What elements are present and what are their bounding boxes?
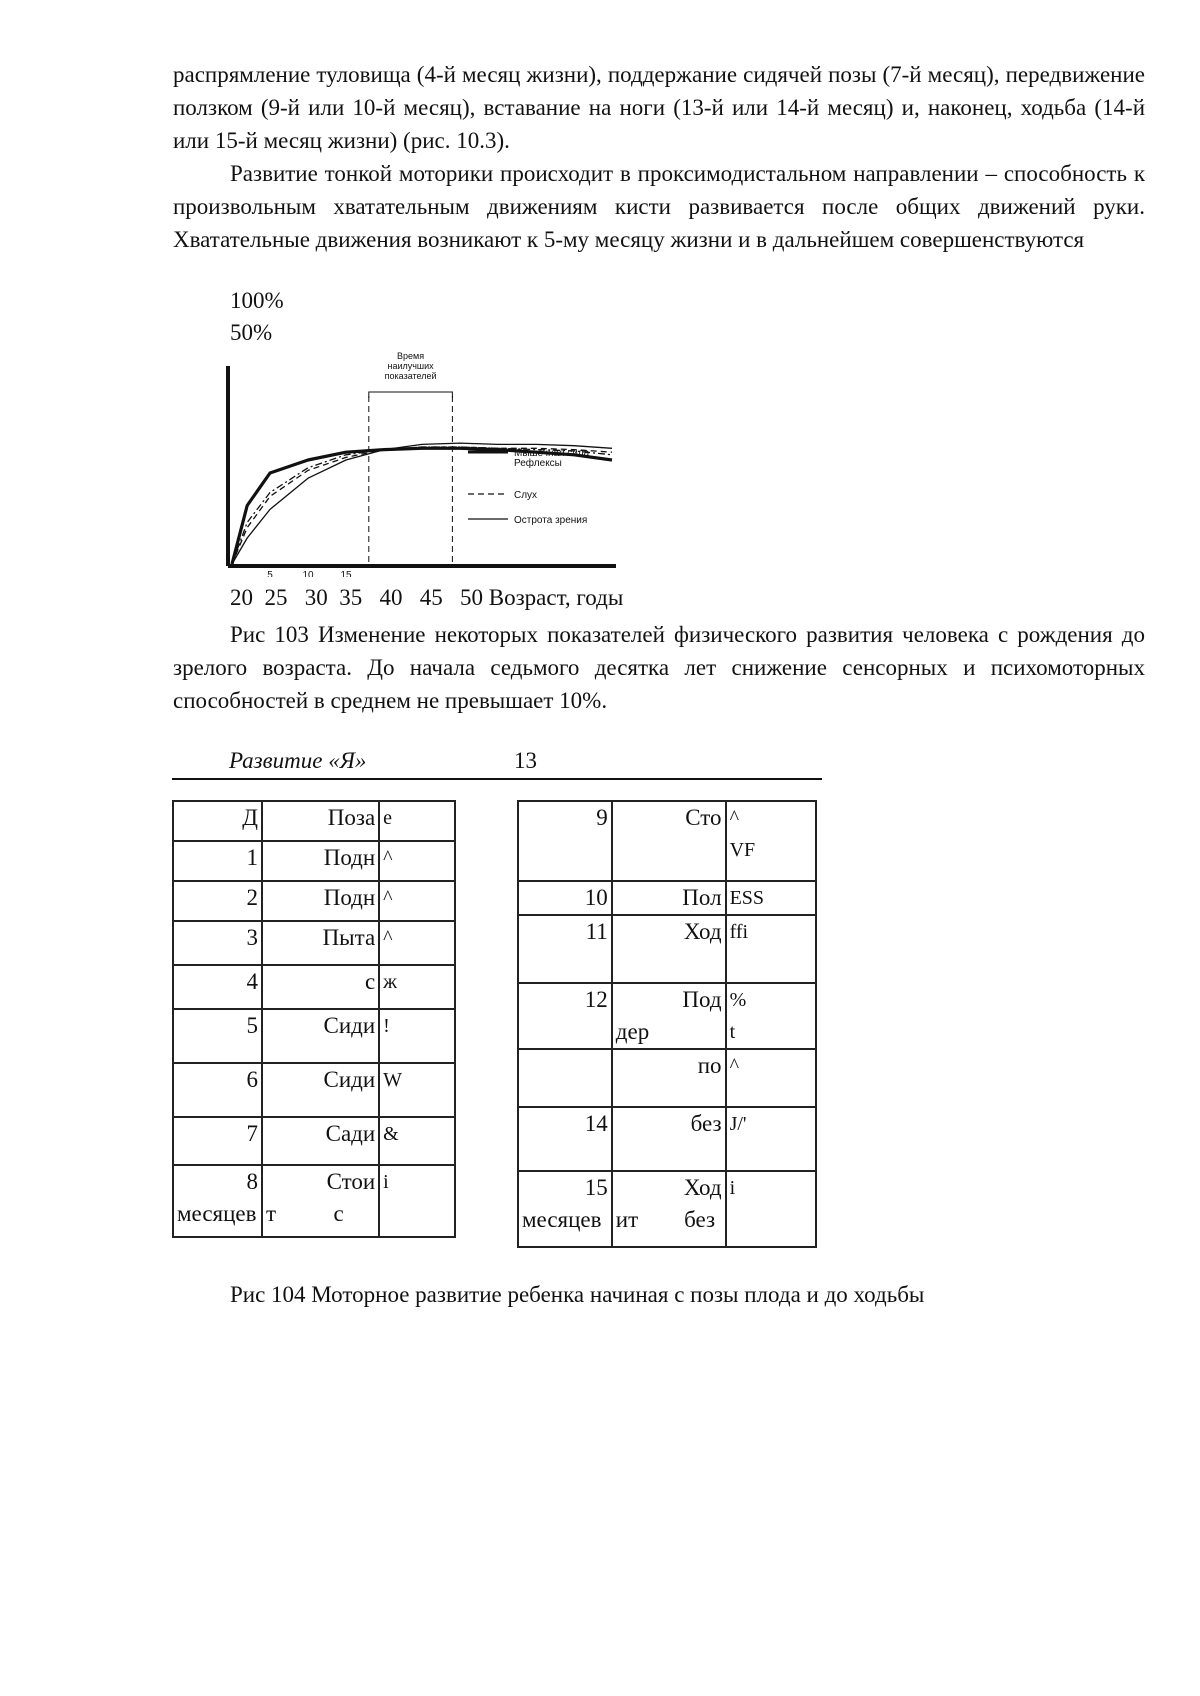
figure-cell: ^ xyxy=(379,881,455,921)
label-50-percent: 50% xyxy=(230,320,273,345)
annotation-text: наилучших xyxy=(387,361,434,371)
figure-104-caption: Рис 104 Моторное развитие ребенка начиная с позы плода и до ходьбы xyxy=(230,1282,925,1307)
legend-label: Мышечная сила xyxy=(514,448,590,459)
skill-cell: без xyxy=(612,1107,726,1171)
figure-cell: ^ xyxy=(379,921,455,965)
table-row xyxy=(173,1117,455,1165)
x-tick-label: 10 xyxy=(302,570,314,577)
annotation-text: Время xyxy=(397,352,425,361)
figure-cell: & xyxy=(379,1117,455,1165)
month-cell: Д xyxy=(173,801,262,841)
figure-cell: ESS xyxy=(726,881,816,915)
legend-label: Острота зрения xyxy=(514,515,588,526)
chart-axis-line: 20 25 30 35 40 45 50 Возраст, годы xyxy=(230,585,624,610)
table-row xyxy=(173,921,455,965)
paragraph-2: Развитие тонкой моторики происходит в проксимодистальном направлении – способность к произвольным хватательным движениям кисти развивается после общих движений руки. Хватательные движения возникают к 5-му месяцу жизни и в дальнейшем совершенствуются xyxy=(173,161,1145,252)
zone-bracket xyxy=(369,392,453,398)
skill-cell: Подн xyxy=(262,881,379,921)
table-row xyxy=(518,1171,816,1247)
paragraph-1: распрямление туловища (4-й месяц жизни), поддержание сидячей позы (7-й месяц), передвижение ползком (9-й или 10-й месяц), вставание на ноги (13-й или 14-й месяц) и, наконец, ходьба (14-й или 15-й месяц жизни) (рис. 10.3). xyxy=(173,62,1145,153)
figure-cell: ^ VF xyxy=(726,801,816,881)
table-row xyxy=(173,841,455,881)
legend-label: Слух xyxy=(514,490,538,501)
month-cell: 7 xyxy=(173,1117,262,1165)
month-cell: 5 xyxy=(173,1009,262,1063)
figure-cell: % t xyxy=(726,983,816,1049)
month-cell: 10 xyxy=(518,881,612,915)
month-cell: 3 xyxy=(173,921,262,965)
skill-cell: Стои т с xyxy=(262,1165,379,1237)
table-row xyxy=(173,1165,455,1237)
table-row xyxy=(518,915,816,983)
table-row xyxy=(173,881,455,921)
figure-cell: ж xyxy=(379,965,455,1009)
skill-cell: Пыта xyxy=(262,921,379,965)
skill-cell: по xyxy=(612,1049,726,1107)
table-row xyxy=(173,801,455,841)
month-cell: 12 xyxy=(518,983,612,1049)
skill-cell: Сиди xyxy=(262,1063,379,1117)
month-cell: 1 xyxy=(173,841,262,881)
figure-cell: i xyxy=(726,1171,816,1247)
motor-table-left xyxy=(172,800,456,1238)
month-cell: 8 месяцев xyxy=(173,1165,262,1237)
annotation-text: показателей xyxy=(384,371,437,381)
table-row xyxy=(518,983,816,1049)
figure-103-caption: Рис 103 Изменение некоторых показателей физического развития человека с рождения до зрелого возраста. До начала седьмого десятка лет снижение сенсорных и психомоторных способностей в среднем не превышает 10%. xyxy=(173,622,1145,713)
month-cell: 2 xyxy=(173,881,262,921)
x-tick-label: 15 xyxy=(340,570,352,577)
figure-cell: ^ xyxy=(726,1049,816,1107)
figure-cell: i xyxy=(379,1165,455,1237)
legend-label: Рефлексы xyxy=(514,458,562,469)
table-row xyxy=(173,1009,455,1063)
development-chart xyxy=(218,352,638,577)
month-cell xyxy=(518,1049,612,1107)
skill-cell: Сиди xyxy=(262,1009,379,1063)
section-title: Развитие «Я» xyxy=(229,748,367,773)
month-cell: 9 xyxy=(518,801,612,881)
month-cell: 4 xyxy=(173,965,262,1009)
table-row xyxy=(518,1049,816,1107)
figure-cell: e xyxy=(379,801,455,841)
skill-cell: с xyxy=(262,965,379,1009)
table-row xyxy=(518,1107,816,1171)
figure-cell: W xyxy=(379,1063,455,1117)
skill-cell: Ход xyxy=(612,915,726,983)
skill-cell: Под дер xyxy=(612,983,726,1049)
skill-cell: Пол xyxy=(612,881,726,915)
month-cell: 15 месяцев xyxy=(518,1171,612,1247)
section-page-number: 13 xyxy=(514,748,537,773)
skill-cell: Ход ит без xyxy=(612,1171,726,1247)
table-row xyxy=(173,965,455,1009)
label-100-percent: 100% xyxy=(230,288,284,313)
skill-cell: Подн xyxy=(262,841,379,881)
figure-cell: ! xyxy=(379,1009,455,1063)
skill-cell: Сади xyxy=(262,1117,379,1165)
x-tick-label: 5 xyxy=(267,570,273,577)
month-cell: 14 xyxy=(518,1107,612,1171)
month-cell: 11 xyxy=(518,915,612,983)
section-header xyxy=(172,748,822,780)
table-row xyxy=(518,881,816,915)
month-cell: 6 xyxy=(173,1063,262,1117)
table-row xyxy=(173,1063,455,1117)
figure-cell: ffi xyxy=(726,915,816,983)
figure-cell: ^ xyxy=(379,841,455,881)
skill-cell: Сто xyxy=(612,801,726,881)
table-row xyxy=(518,801,816,881)
figure-cell: J/' xyxy=(726,1107,816,1171)
skill-cell: Поза xyxy=(262,801,379,841)
motor-table-right xyxy=(517,800,817,1248)
